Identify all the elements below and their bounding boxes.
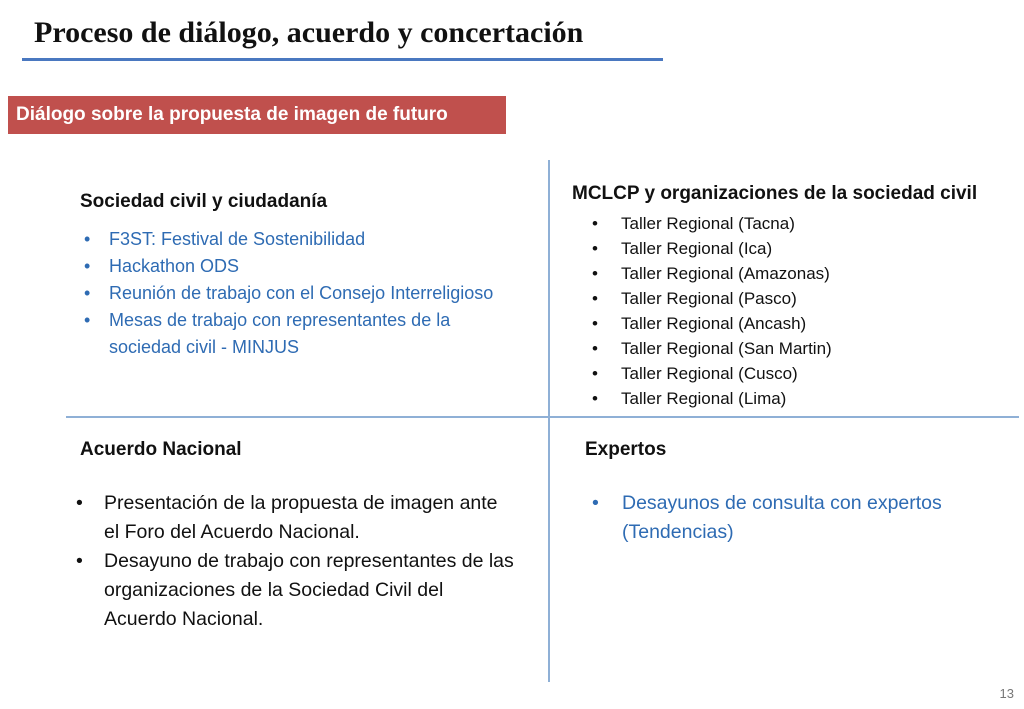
page-number: 13 bbox=[999, 686, 1014, 701]
list-item bbox=[84, 226, 504, 253]
list-item-text: Taller Regional (Ancash) bbox=[621, 314, 807, 333]
list-item-text: Taller Regional (Cusco) bbox=[621, 364, 798, 383]
list-item bbox=[76, 489, 516, 547]
bullet-icon: • bbox=[592, 389, 598, 408]
bullet-icon: • bbox=[592, 339, 598, 358]
list-expertos bbox=[592, 489, 992, 547]
list-item-text: Mesas de trabajo con representantes de la sociedad civil - MINJUS bbox=[109, 310, 451, 357]
title-underline bbox=[22, 58, 663, 61]
slide-title: Proceso de diálogo, acuerdo y concertación bbox=[34, 16, 584, 49]
list-item-text: Taller Regional (San Martin) bbox=[621, 339, 832, 358]
list-item bbox=[76, 547, 516, 634]
bullet-icon: • bbox=[592, 314, 598, 333]
list-item bbox=[592, 489, 992, 547]
list-item-text: F3ST: Festival de Sostenibilidad bbox=[109, 229, 366, 249]
list-sociedad-civil bbox=[84, 226, 504, 361]
list-item-text: Reunión de trabajo con el Consejo Interreligioso bbox=[109, 283, 494, 303]
heading-acuerdo-nacional: Acuerdo Nacional bbox=[80, 439, 242, 460]
heading-expertos: Expertos bbox=[585, 439, 667, 460]
bullet-icon: • bbox=[592, 364, 598, 383]
list-item bbox=[592, 336, 1012, 361]
bullet-icon: • bbox=[84, 310, 91, 330]
bullet-icon: • bbox=[592, 492, 599, 514]
list-item-text: Taller Regional (Lima) bbox=[621, 389, 787, 408]
bullet-icon: • bbox=[84, 229, 91, 249]
list-item-text: Taller Regional (Ica) bbox=[621, 239, 773, 258]
list-item bbox=[84, 280, 504, 307]
vertical-divider bbox=[548, 160, 550, 682]
list-item-text: Desayuno de trabajo con representantes de las organizaciones de la Sociedad Civil del Acuerdo Nacional. bbox=[104, 550, 514, 630]
bullet-icon: • bbox=[592, 239, 598, 258]
list-item-text: Taller Regional (Tacna) bbox=[621, 214, 795, 233]
heading-sociedad-civil: Sociedad civil y ciudadanía bbox=[80, 191, 328, 212]
heading-mclcp: MCLCP y organizaciones de la sociedad civil bbox=[572, 183, 978, 204]
list-item bbox=[592, 261, 1012, 286]
list-item bbox=[592, 236, 1012, 261]
list-acuerdo-nacional bbox=[76, 489, 516, 634]
list-item-text: Taller Regional (Pasco) bbox=[621, 289, 797, 308]
list-item bbox=[592, 211, 1012, 236]
list-item bbox=[592, 286, 1012, 311]
bullet-icon: • bbox=[84, 256, 91, 276]
list-item bbox=[84, 307, 504, 361]
list-item-text: Hackathon ODS bbox=[109, 256, 240, 276]
bullet-icon: • bbox=[76, 492, 83, 514]
list-item-text: Presentación de la propuesta de imagen ante el Foro del Acuerdo Nacional. bbox=[104, 492, 498, 543]
bullet-icon: • bbox=[84, 283, 91, 303]
list-mclcp bbox=[592, 211, 1012, 411]
bullet-icon: • bbox=[592, 289, 598, 308]
list-item-text: Desayunos de consulta con expertos (Tendencias) bbox=[622, 492, 942, 543]
section-banner: Diálogo sobre la propuesta de imagen de futuro bbox=[8, 96, 506, 134]
bullet-icon: • bbox=[592, 264, 598, 283]
list-item-text: Taller Regional (Amazonas) bbox=[621, 264, 830, 283]
horizontal-divider bbox=[66, 416, 1019, 418]
list-item bbox=[84, 253, 504, 280]
list-item bbox=[592, 386, 1012, 411]
list-item bbox=[592, 361, 1012, 386]
bullet-icon: • bbox=[592, 214, 598, 233]
list-item bbox=[592, 311, 1012, 336]
bullet-icon: • bbox=[76, 550, 83, 572]
